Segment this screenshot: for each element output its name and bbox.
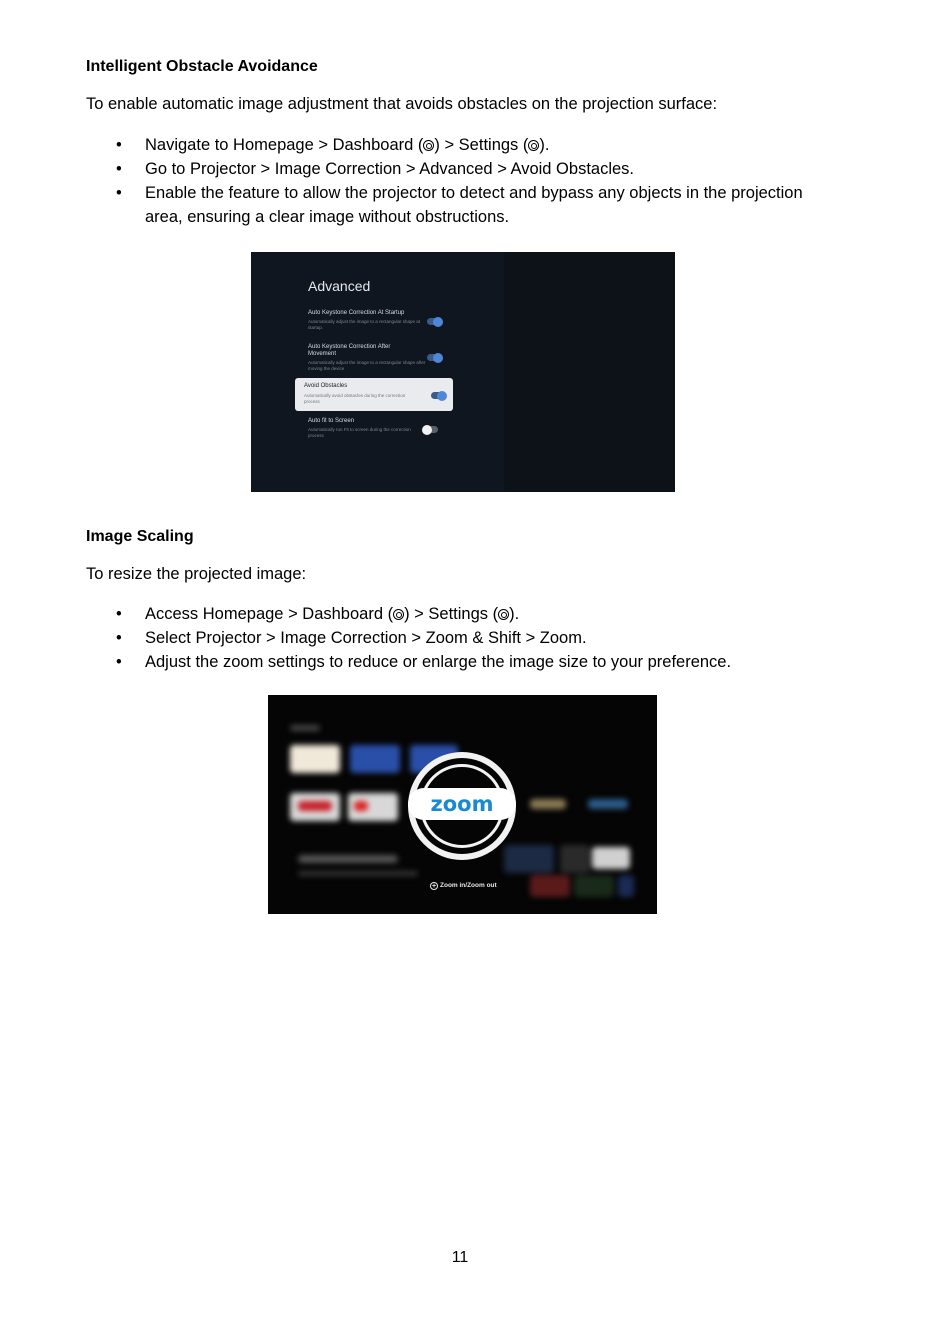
option-title: Avoid Obstacles — [304, 383, 348, 389]
app-tile — [574, 875, 614, 897]
step-text: Go to Projector > Image Correction > Advanced > Avoid Obstacles. — [145, 160, 635, 178]
home-label-placeholder — [290, 725, 320, 731]
app-logo — [298, 801, 332, 811]
list-item — [86, 626, 846, 650]
zoom-screenshot — [268, 695, 657, 914]
list-item — [86, 602, 846, 626]
zoom-hint-text: Zoom in/Zoom out — [440, 882, 497, 889]
app-tile — [618, 875, 634, 897]
list-item — [86, 650, 846, 674]
toggle-switch — [424, 426, 438, 433]
app-tile — [560, 845, 590, 873]
app-tile — [504, 845, 554, 873]
settings-panel — [251, 252, 504, 492]
bullet-icon: • — [116, 184, 122, 202]
option-avoid-obstacles-highlighted — [295, 378, 453, 411]
list-item — [86, 157, 846, 181]
app-tile — [592, 847, 630, 869]
text-placeholder — [298, 855, 398, 863]
menu-title: Advanced — [308, 278, 371, 294]
step-text: Navigate to Homepage > Dashboard ( — [145, 136, 424, 154]
advanced-settings-screenshot — [251, 252, 675, 492]
toggle-switch — [427, 354, 441, 361]
step-text: Select Projector > Image Correction > Zoom & Shift > Zoom. — [145, 629, 587, 647]
gear-icon — [528, 140, 539, 151]
section-heading-obstacle-avoidance: Intelligent Obstacle Avoidance — [86, 58, 318, 75]
bullet-icon: • — [116, 160, 122, 178]
option-title: Auto fit to Screen — [308, 418, 355, 424]
app-logo — [354, 801, 368, 811]
option-description: Automatically adjust the image to a rectangular shape at startup. — [308, 319, 421, 330]
bullet-icon: • — [116, 605, 122, 623]
section-intro-obstacle-avoidance: To enable automatic image adjustment that avoids obstacles on the projection surface: — [86, 95, 718, 113]
app-tile — [350, 745, 400, 773]
obstacle-avoidance-steps — [86, 133, 846, 229]
bullet-icon: • — [116, 629, 122, 647]
gear-icon — [423, 140, 434, 151]
bullet-icon: • — [116, 653, 122, 671]
step-text: Adjust the zoom settings to reduce or enlarge the image size to your preference. — [145, 653, 732, 671]
bullet-icon: • — [116, 136, 122, 154]
app-tile — [290, 745, 340, 773]
section-intro-image-scaling: To resize the projected image: — [86, 565, 307, 583]
plus-circle-icon: + — [431, 883, 437, 890]
page-number: 11 — [451, 1249, 469, 1266]
step-text: area, ensuring a clear image without obstructions. — [145, 208, 510, 226]
step-text: Enable the feature to allow the projector to detect and bypass any objects in the projection — [145, 184, 803, 202]
list-item — [86, 133, 846, 157]
gear-icon — [498, 609, 509, 620]
option-description: Automatically avoid obstacles during the correction process — [304, 393, 406, 404]
zoom-label: zoom — [408, 788, 516, 820]
step-text: ) > Settings ( — [404, 605, 499, 623]
image-scaling-steps — [86, 602, 846, 674]
list-item — [86, 181, 846, 229]
text-placeholder — [298, 871, 418, 876]
step-text: Access Homepage > Dashboard ( — [145, 605, 394, 623]
section-heading-image-scaling: Image Scaling — [86, 528, 194, 545]
option-description: Automatically run Fit to screen during the correction process — [308, 427, 411, 438]
toggle-switch — [427, 318, 441, 325]
background-area — [504, 252, 675, 492]
step-text: ). — [509, 605, 520, 623]
option-title: Auto Keystone Correction At Startup — [308, 310, 405, 316]
option-title: Auto Keystone Correction After Movement — [308, 344, 391, 357]
toggle-switch — [431, 392, 445, 399]
step-text: ). — [539, 136, 550, 154]
app-tile — [530, 799, 566, 809]
option-description: Automatically adjust the image to a rectangular shape after moving the device — [308, 360, 426, 371]
app-tile — [530, 875, 570, 897]
app-tile — [588, 799, 628, 809]
step-text: ) > Settings ( — [434, 136, 529, 154]
gear-icon — [393, 609, 404, 620]
zoom-hint — [430, 882, 497, 890]
